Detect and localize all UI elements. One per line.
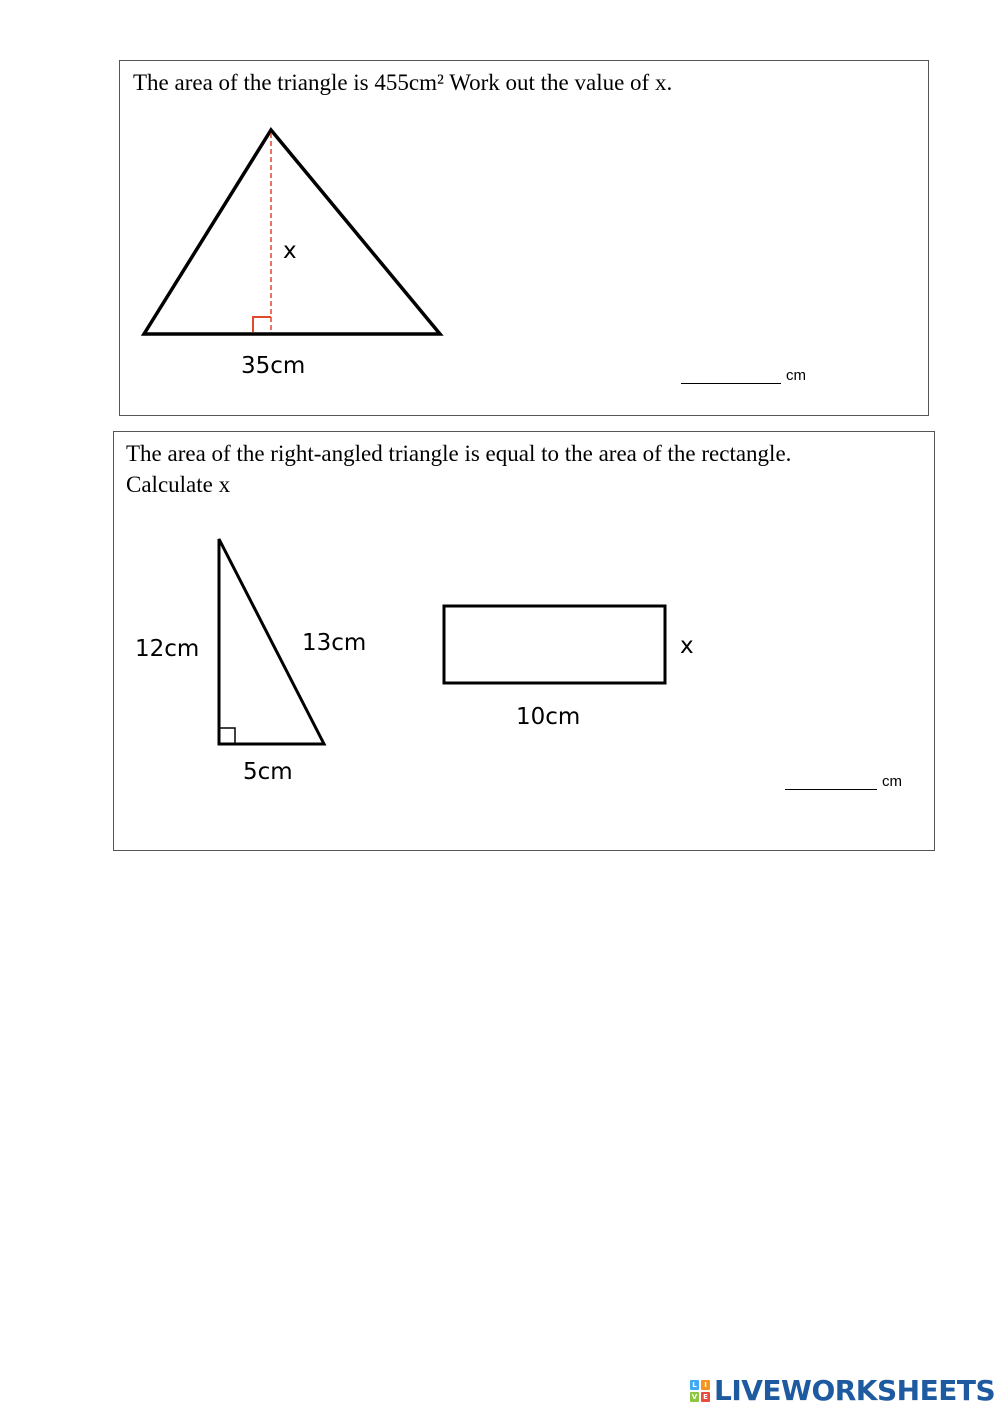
answer-1 [681,365,806,384]
logo-text: LIVEWORKSHEETS [714,1374,996,1407]
answer-2-unit: cm [882,773,902,790]
logo-tile-4: E [701,1392,710,1402]
answer-2-input[interactable] [785,771,877,790]
question-2-line-1: The area of the right-angled triangle is equal to the area of the rectangle. [126,441,792,466]
question-2-box [113,431,935,851]
question-1-box [119,60,929,416]
base-label: 35cm [241,353,306,379]
triangle-shape [144,130,440,334]
right-angle-marker [253,317,271,332]
triangle-height-label: 12cm [135,636,200,662]
answer-1-input[interactable] [681,365,781,384]
height-label: x [283,238,297,264]
answer-2 [785,771,902,790]
logo-tile-2: I [701,1380,710,1390]
answer-1-unit: cm [786,367,806,384]
logo-icon [690,1380,710,1402]
rectangle-width-label: 10cm [516,704,581,730]
triangle-base-label: 5cm [243,759,293,785]
question-1-line-1: The area of the triangle is 455cm² Work out the value of x. [133,70,673,95]
triangle-figure [120,61,930,417]
logo-tile-3: V [691,1392,698,1401]
triangle-hypotenuse-label: 13cm [302,630,367,656]
rectangle-height-label: x [680,633,694,659]
right-angle-marker-2 [219,728,235,744]
liveworksheets-logo[interactable] [690,1374,995,1407]
logo-tile-1: L [690,1380,699,1390]
rectangle-shape [444,606,665,683]
question-2-line-2: Calculate x [126,472,231,497]
